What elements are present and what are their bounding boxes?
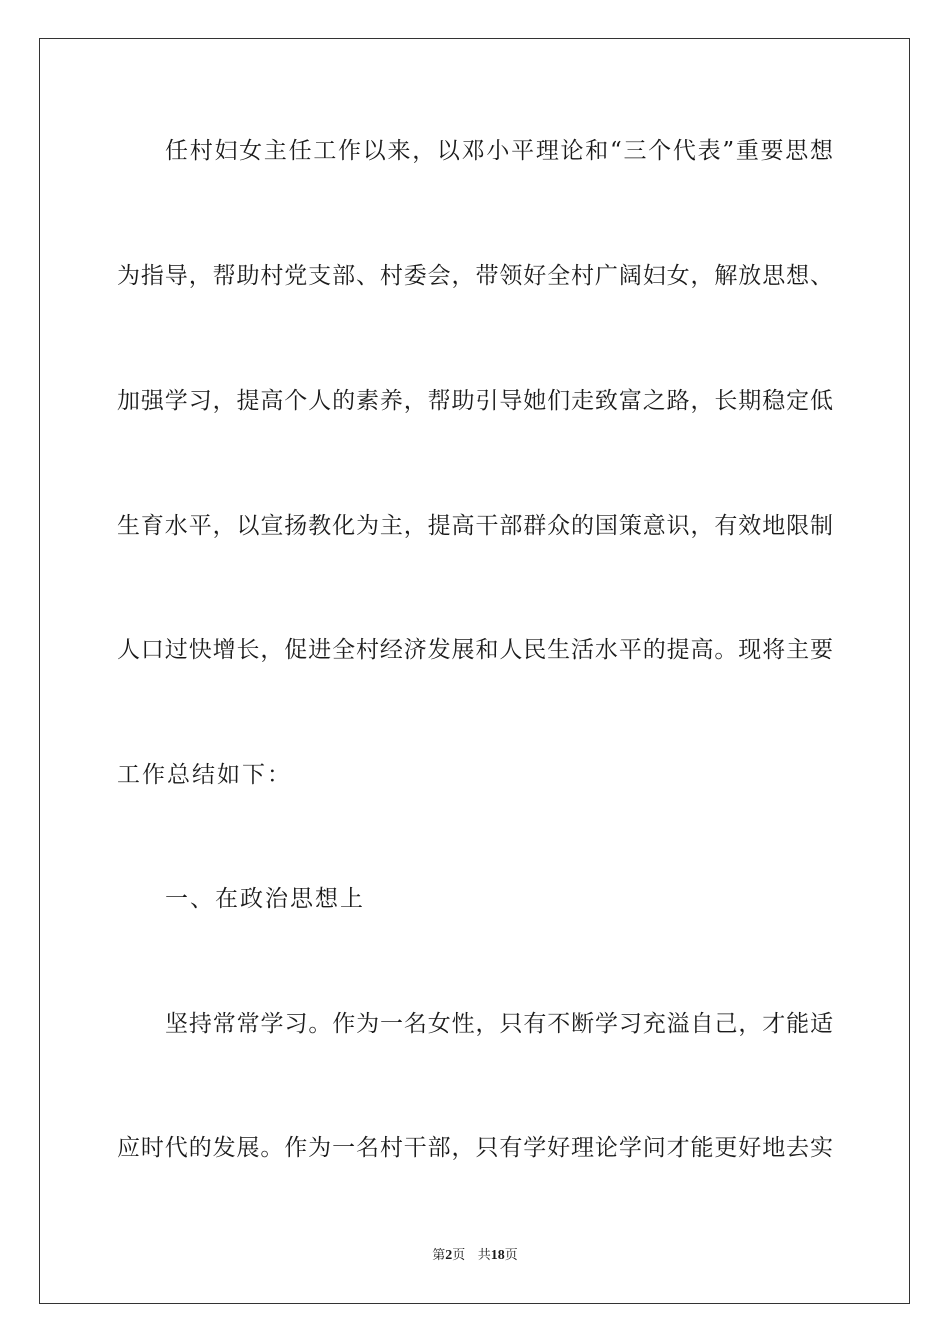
paragraph-line-6: 工作总结如下： (117, 762, 292, 788)
paragraph-line-1: 任村妇女主任工作以来，以邓小平理论和“三个代表”重要思想 (165, 138, 833, 164)
paragraph-line-4: 生育水平，以宣扬教化为主，提高干部群众的国策意识，有效地限制 (117, 513, 833, 539)
paragraph-line-5: 人口过快增长，促进全村经济发展和人民生活水平的提高。现将主要 (117, 637, 833, 663)
paragraph2-line-1: 坚持常常学习。作为一名女性，只有不断学习充溢自己，才能适 (165, 1011, 833, 1037)
section-heading: 一、在政治思想上 (165, 886, 365, 912)
footer-page-suffix: 页 (452, 1248, 466, 1263)
page-footer (0, 1248, 950, 1264)
paragraph-line-3: 加强学习，提高个人的素养，帮助引导她们走致富之路，长期稳定低 (117, 388, 833, 414)
paragraph-line-2: 为指导，帮助村党支部、村委会，带领好全村广阔妇女，解放思想、 (117, 263, 833, 289)
footer-page-prefix: 第 (432, 1248, 446, 1263)
paragraph2-line-2: 应时代的发展。作为一名村干部，只有学好理论学问才能更好地去实 (117, 1135, 833, 1161)
footer-total-prefix: 共 (477, 1248, 491, 1263)
footer-total-pages: 18 (490, 1248, 505, 1263)
page-border (39, 38, 910, 1304)
footer-total-suffix: 页 (504, 1248, 518, 1263)
footer-page-number: 2 (445, 1248, 453, 1263)
